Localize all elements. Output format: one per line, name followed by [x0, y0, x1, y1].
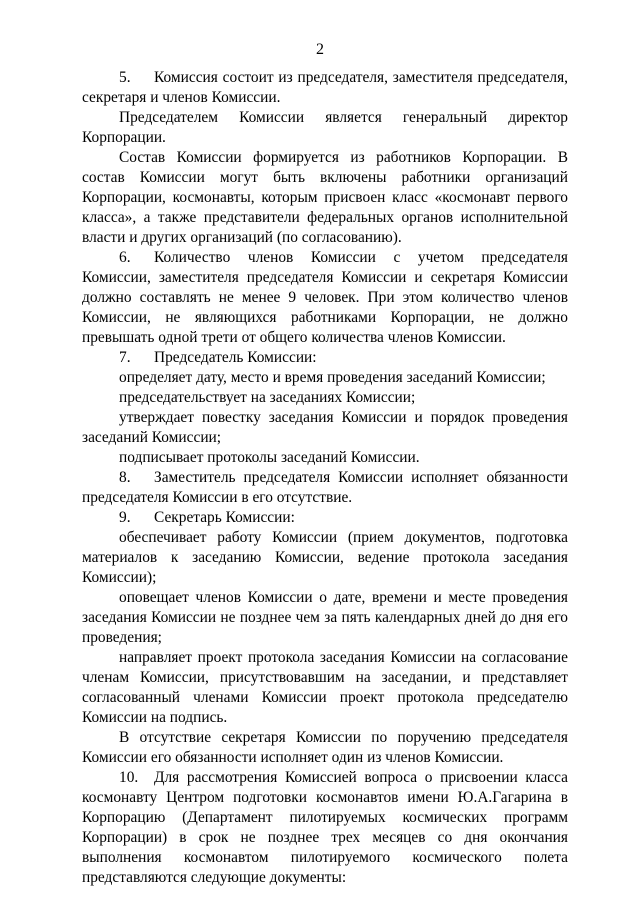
- clause-number: 7.: [119, 349, 131, 366]
- clause-number: 10.: [119, 769, 139, 786]
- page-number: 2: [316, 41, 324, 58]
- list-item: [82, 648, 568, 728]
- clause-text: Для рассмотрения Комиссией вопроса о присвоении класса космонавту Центром подготовки космонавтов имени Ю.А.Гагарина в Корпорацию (Департамент пилотируемых космических программ Корпорации) в срок не позднее трех месяцев со дня окончания выполнения космонавтом пилотируемого космического полета представляются следующие документы:: [82, 769, 568, 886]
- clause-text: Комиссия состоит из председателя, заместителя председателя, секретаря и членов Комиссии.: [82, 69, 568, 106]
- paragraph: [82, 148, 568, 248]
- list-item-text: определяет дату, место и время проведения заседаний Комиссии;: [119, 369, 546, 386]
- clause-text: Секретарь Комиссии:: [154, 509, 295, 526]
- clause-10: [82, 768, 568, 888]
- clause-text: Председатель Комиссии:: [154, 349, 317, 366]
- document-body: [82, 68, 568, 888]
- paragraph-text: Состав Комиссии формируется из работников Корпорации. В состав Комиссии могут быть включены работники организаций Корпорации, космонавты, которым присвоен класс «космонавт первого класса», а также представители федеральных органов исполнительной власти и других организаций (по согласованию).: [82, 149, 568, 246]
- clause-number: 6.: [119, 249, 131, 266]
- paragraph-text: В отсутствие секретаря Комиссии по поручению председателя Комиссии его обязанности исполняет один из членов Комиссии.: [82, 729, 568, 766]
- clause-text: Заместитель председателя Комиссии исполняет обязанности председателя Комиссии в его отсутствие.: [82, 469, 568, 506]
- clause-number: 8.: [119, 469, 131, 486]
- clause-5: [82, 68, 568, 108]
- clause-6: [82, 248, 568, 348]
- clause-text: Количество членов Комиссии с учетом председателя Комиссии, заместителя председателя Комиссии и секретаря Комиссии должно составлять не менее 9 человек. При этом количество членов Комиссии, не являющихся работниками Корпорации, не должно превышать одной трети от общего количества членов Комиссии.: [82, 249, 568, 346]
- list-item: [82, 368, 568, 388]
- clause-9: [82, 508, 568, 528]
- paragraph: [82, 728, 568, 768]
- list-item: [82, 528, 568, 588]
- clause-number: 9.: [119, 509, 131, 526]
- list-item-text: обеспечивает работу Комиссии (прием документов, подготовка материалов к заседанию Комиссии, ведение протокола заседания Комиссии);: [82, 529, 568, 586]
- list-item-text: подписывает протоколы заседаний Комиссии.: [119, 449, 420, 466]
- clause-7: [82, 348, 568, 368]
- list-item: [82, 448, 568, 468]
- clause-number: 5.: [119, 69, 131, 86]
- list-item-text: оповещает членов Комиссии о дате, времени и месте проведения заседания Комиссии не позднее чем за пять календарных дней до дня его проведения;: [82, 589, 568, 646]
- list-item-text: направляет проект протокола заседания Комиссии на согласование членам Комиссии, присутствовавшим на заседании, и представляет согласованный членами Комиссии проект протокола председателю Комиссии на подпись.: [82, 649, 568, 726]
- list-item-text: председательствует на заседаниях Комиссии;: [119, 389, 416, 406]
- list-item: [82, 588, 568, 648]
- clause-8: [82, 468, 568, 508]
- paragraph-text: Председателем Комиссии является генеральный директор Корпорации.: [82, 109, 568, 146]
- paragraph: [82, 108, 568, 148]
- list-item: [82, 408, 568, 448]
- list-item-text: утверждает повестку заседания Комиссии и порядок проведения заседаний Комиссии;: [82, 409, 568, 446]
- list-item: [82, 388, 568, 408]
